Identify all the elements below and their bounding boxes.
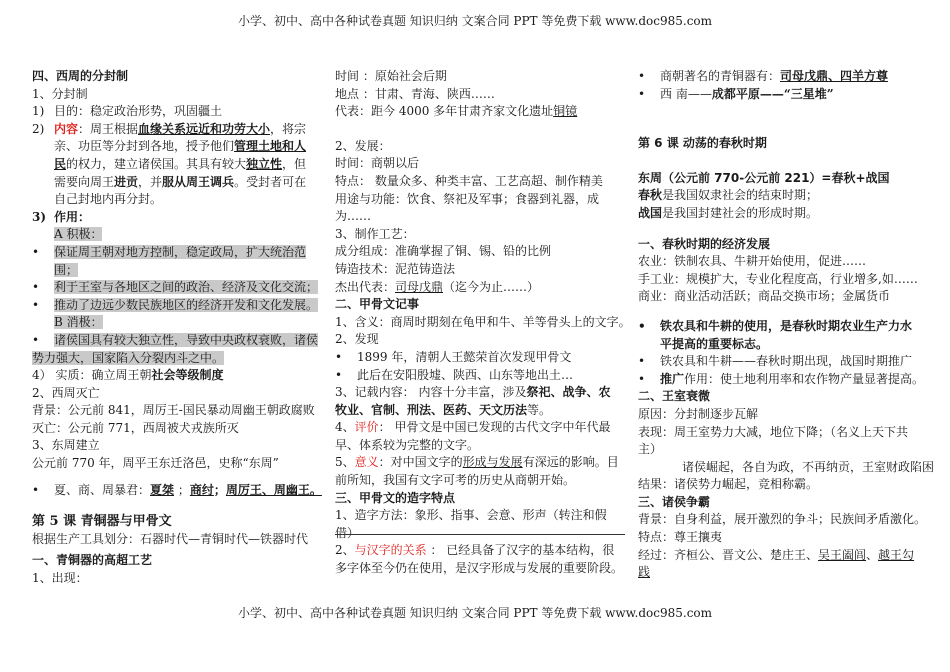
text-line: 根据生产工具划分：石器时代—青铜时代—铁器时代 <box>32 531 309 546</box>
text-line: 东周（公元前 770-公元前 221）=春秋+战国 <box>638 170 890 185</box>
text-line: 亲、功臣等分封到各地，授予他们管理土地和人 <box>54 139 307 154</box>
text-line: 代表：距今 4000 多年甘肃齐家文化遗址铜镜 <box>335 104 578 119</box>
text-line: 1、造字方法：象形、指事、会意、形声（转注和假 <box>335 508 607 523</box>
list-item: • 此后在安阳殷墟、陕西、山东等地出土… <box>335 367 625 385</box>
list-item: 2) 内容：周王根据血缘关系远近和功劳大小，将宗 <box>32 121 307 136</box>
text-line: 用途与功能：饮食、祭祀及军事；食器到礼器，成 <box>335 191 600 206</box>
text-line: 2、与汉字的关系 ： 已经具备了汉字的基本结构，很 <box>335 543 615 558</box>
list-item: 3) 作用： <box>32 209 91 224</box>
text-line: 势力强大，国家陷入分裂内斗之中。 <box>32 350 225 365</box>
list-item: • 西 南——成都平原——“三星堆” <box>638 86 923 104</box>
text-line: 牧业、官制、刑法、医药、天文历法等。 <box>335 402 552 417</box>
list-item: • 夏、商、周暴君：夏桀 ；商纣；周厉王、周幽王。 <box>32 482 322 500</box>
text-line: 4） 实质：确立周王朝社会等级制度 <box>32 368 224 383</box>
list-item: • 利于王室与各地区之间的政治、经济及文化交流； <box>32 279 322 297</box>
text-line: 地点 ：甘肃、青海、陕西…… <box>335 86 495 101</box>
list-item: • 1899 年，清朝人王懿荣首次发现甲骨文 <box>335 349 625 367</box>
section-title: 一、春秋时期的经济发展 <box>638 236 771 251</box>
text-line: 铸造技术：泥范铸造法 <box>335 261 456 276</box>
lesson-title: 第 5 课 青铜器与甲骨文 <box>32 514 172 530</box>
text-line: 围； <box>54 262 79 277</box>
subheading: 3、东周建立 <box>32 438 100 453</box>
text-line: 前所知，我国有文字可考的历史从商朝开始。 <box>335 473 576 488</box>
text-line: 平提高的重要标志。 <box>660 336 769 351</box>
text-line: 民的权力，建立诸侯国。其具有较大独立性，但 <box>54 156 307 171</box>
text-line: 5、意义：对中国文字的形成与发展有深远的影响。目 <box>335 455 619 470</box>
text-line: 时间 ：原始社会后期 <box>335 69 447 83</box>
list-item: • 保证周王朝对地方控制，稳定政局，扩大统治范 <box>32 244 322 262</box>
text-line: 早、体系较为完整的文字。 <box>335 437 480 452</box>
column-1 <box>32 68 322 588</box>
lesson-title: 第 6 课 动荡的春秋时期 <box>638 136 767 151</box>
column-3 <box>638 68 935 582</box>
text-line: 践 <box>638 565 651 580</box>
text-line: 自己封地内再分封。 <box>54 192 163 207</box>
text-line: 背景：公元前 841，周厉王-国民暴动周幽王朝政腐败 <box>32 403 315 418</box>
text-line: 战国是我国封建社会的形成时期。 <box>638 205 819 220</box>
text-line: 灭亡：公元前 771，西周被犬戎族所灭 <box>32 420 239 435</box>
section-title: 二、王室衰微 <box>638 389 711 404</box>
subheading: 3、制作工艺： <box>335 226 415 241</box>
list-item: 1) 目的：稳定政治形势，巩固疆土 <box>32 104 223 119</box>
text-line: B 消极： <box>54 315 103 330</box>
subheading: 2、西周灭亡 <box>32 385 100 400</box>
text-line: 3、记载内容： 内容十分丰富，涉及祭祀、战争、农 <box>335 385 611 400</box>
list-item: • 推广作用：使土地利用率和农作物产量显著提高。 <box>638 371 923 389</box>
text-line: 春秋是我国奴隶社会的结束时期； <box>638 188 819 203</box>
list-item: • 铁农具和牛耕——春秋时期出现，战国时期推广 <box>638 353 923 371</box>
subheading: 1、出现： <box>32 571 88 586</box>
text-line: 商业：商业活动活跃；商品交换市场；金属货币 <box>638 289 891 304</box>
list-item: • 诸侯国具有较大独立性，导致中央政权衰败，诸侯 <box>32 332 322 350</box>
subheading: 2、发现 <box>335 332 379 347</box>
text-line: 特点： 数量众多、种类丰富、工艺高超、制作精美 <box>335 173 603 188</box>
list-item: • 商朝著名的青铜器有：司母戊鼎、四羊方尊 <box>638 68 923 86</box>
text-line: 1、含义：商周时期刻在龟甲和牛、羊等骨头上的文字。 <box>335 314 631 329</box>
text-line: 成分组成：准确掌握了铜、锡、铅的比例 <box>335 244 552 259</box>
text-line: 需要向周王进贡，并服从周王调兵。受封者可在 <box>54 174 307 189</box>
page-footer: 小学、初中、高中各种试卷真题 知识归纳 文案合同 PPT 等免费下载 www.doc985.com <box>237 606 713 620</box>
text-line: 原因：分封制逐步瓦解 <box>638 406 759 421</box>
divider-line <box>335 534 625 535</box>
section-title: 一、青铜器的高超工艺 <box>32 553 153 568</box>
section-title: 三、甲骨文的造字特点 <box>335 490 456 505</box>
text-line: 借） <box>335 525 360 540</box>
text-line: 经过：齐桓公、晋文公、楚庄王、吴王阖闾、越王勾 <box>638 547 915 562</box>
text-line: 时间：商朝以后 <box>335 156 420 171</box>
subheading: 2、发展： <box>335 138 391 153</box>
text-line: 表现：周王室势力大减，地位下降；（名义上天下共 <box>638 424 909 439</box>
text-line: 背景：自身利益，展开激烈的争斗；民族间矛盾激化。 <box>638 512 927 527</box>
text-line: 农业：铁制农具、牛耕开始使用，促进…… <box>638 254 867 269</box>
text-line: 诸侯崛起，各自为政，不再纳贡，王室财政陷困 <box>682 459 935 474</box>
text-line: A 积极： <box>54 227 103 242</box>
text-line: 特点：尊王攘夷 <box>638 530 723 545</box>
text-line: 4、评价： 甲骨文是中国已发现的古代文字中年代最 <box>335 420 611 435</box>
text-line: 结果：诸侯势力崛起，竞相称霸。 <box>638 477 819 492</box>
text-line: 杰出代表：司母戊鼎（迄今为止……） <box>335 279 540 294</box>
section-title: 二、甲骨文记事 <box>335 297 420 312</box>
section-title: 三、诸侯争霸 <box>638 494 711 509</box>
text-line: 为…… <box>335 209 372 224</box>
text-line: 手工业：规模扩大，专业化程度高，行业增多,如…… <box>638 271 918 286</box>
list-item: • 铁农具和牛耕的使用，是春秋时期农业生产力水 <box>638 318 923 336</box>
page-header: 小学、初中、高中各种试卷真题 知识归纳 文案合同 PPT 等免费下载 www.doc985.com <box>237 14 713 28</box>
text-line: 主） <box>638 442 663 457</box>
column-2 <box>335 68 631 578</box>
text-line: 多字体至今仍在使用，是汉字形成与发展的重要阶段。 <box>335 561 624 576</box>
subheading: 1、分封制 <box>32 86 88 101</box>
list-item: • 推动了边远少数民族地区的经济开发和文化发展。 <box>32 297 322 315</box>
section-title: 四、西周的分封制 <box>32 69 129 83</box>
text-line: 公元前 770 年，周平王东迁洛邑，史称“东周” <box>32 456 279 471</box>
